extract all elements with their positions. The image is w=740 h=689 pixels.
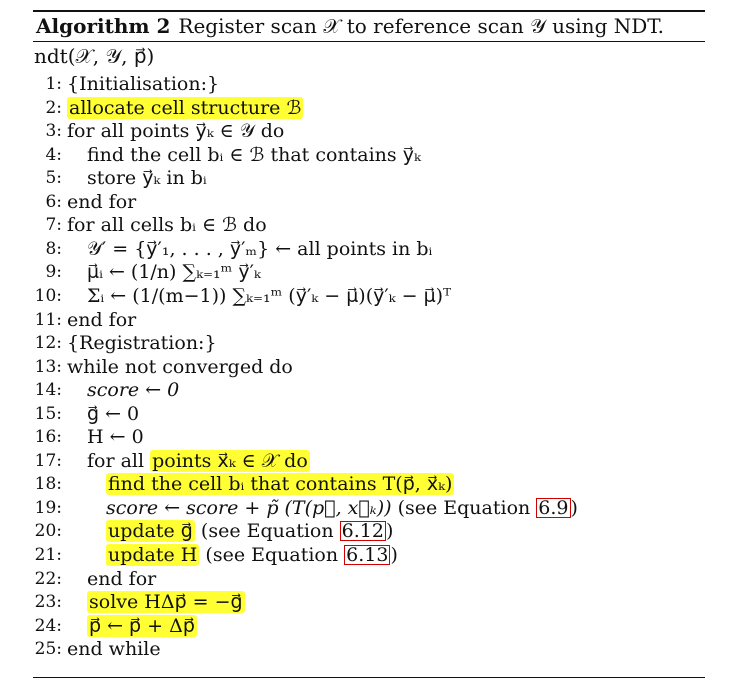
algorithm-line	[0, 426, 700, 449]
text-segment: g⃗ ← 0	[87, 402, 140, 425]
algorithm-line	[0, 544, 700, 567]
text-segment: end while	[67, 638, 161, 661]
algorithm-line	[0, 167, 700, 190]
algorithm-line	[0, 238, 700, 261]
algorithm-line	[0, 520, 700, 543]
text-segment: find the cell bᵢ ∈ ℬ that contains y⃗ₖ	[87, 143, 421, 166]
highlighted-text: update H	[108, 544, 198, 566]
algorithm-line	[0, 356, 700, 379]
line-text	[87, 568, 156, 591]
algorithm-line	[0, 638, 700, 661]
line-number: 6:	[45, 191, 62, 212]
line-number: 22:	[34, 568, 62, 589]
text-segment: {Initialisation:}	[67, 73, 220, 95]
line-number: 12:	[34, 333, 62, 354]
line-text	[67, 638, 161, 661]
text-segment: H ← 0	[87, 426, 144, 449]
algorithm-line	[0, 403, 700, 426]
line-number: 2:	[45, 97, 62, 118]
algorithm-line	[0, 309, 700, 332]
line-text	[67, 214, 267, 237]
algorithm-line	[0, 497, 700, 520]
top-rule	[33, 10, 705, 12]
algorithm-line	[0, 73, 700, 96]
line-text	[87, 379, 179, 402]
text-segment: )	[570, 496, 578, 519]
line-number: 9:	[45, 262, 62, 283]
algorithm-line	[0, 144, 700, 167]
equation-reference-link[interactable]: 6.13	[346, 544, 389, 566]
text-segment: Σᵢ ← (1/(m−1)) ∑ₖ₌₁ᵐ (y⃗′ₖ − μ⃗)(y⃗′ₖ − μ⃗)ᵀ	[87, 284, 452, 307]
line-text	[67, 356, 293, 379]
text-segment: for all points y⃗ₖ ∈ 𝒴 do	[67, 120, 285, 143]
line-text	[87, 450, 310, 473]
text-segment: end for	[67, 190, 137, 213]
caption-label: Algorithm 2	[36, 14, 171, 38]
text-segment: )	[385, 520, 394, 543]
caption-rule	[33, 41, 705, 42]
line-number: 13:	[34, 356, 62, 377]
algorithm-line	[0, 285, 700, 308]
highlighted-text: points x⃗ₖ ∈ 𝒳 do	[152, 449, 308, 472]
line-text	[67, 97, 303, 120]
line-number: 1:	[45, 74, 62, 94]
algorithm-line	[0, 97, 700, 120]
line-number: 23:	[34, 592, 62, 613]
line-text	[67, 120, 284, 143]
highlighted-text: p⃗ ← p⃗ + Δp⃗	[89, 614, 195, 637]
line-text	[67, 191, 136, 214]
text-segment: {Registration:}	[67, 332, 217, 355]
line-number: 15:	[34, 403, 62, 424]
line-number: 25:	[34, 639, 62, 660]
highlighted-text: solve HΔp⃗ = −g⃗	[89, 591, 243, 614]
line-text	[87, 591, 245, 614]
bottom-rule	[33, 677, 705, 678]
highlighted-text: allocate cell structure ℬ	[69, 96, 302, 119]
line-text	[106, 520, 393, 543]
line-text	[87, 261, 261, 284]
line-text	[87, 238, 432, 261]
line-text	[106, 497, 578, 520]
line-number: 4:	[45, 144, 62, 165]
line-text	[87, 144, 421, 167]
text-segment: )	[390, 544, 398, 566]
line-number: 17:	[34, 450, 62, 471]
line-number: 21:	[34, 545, 62, 565]
line-text	[87, 403, 139, 426]
algorithm-line	[0, 214, 700, 237]
text-segment: 𝒴′ = {y⃗′₁, . . . , y⃗′ₘ} ← all points in bᵢ	[87, 237, 433, 260]
line-number: 19:	[34, 497, 62, 518]
line-text	[67, 332, 217, 355]
equation-reference-link[interactable]: 6.12	[341, 520, 384, 543]
algorithm-line	[0, 591, 700, 614]
line-number: 5:	[45, 168, 62, 189]
line-text	[67, 73, 219, 96]
text-segment: end for	[67, 308, 137, 331]
text-segment: μ⃗ᵢ ← (1/n) ∑ₖ₌₁ᵐ y⃗′ₖ	[87, 261, 261, 284]
algorithm-line	[0, 568, 700, 591]
line-text	[106, 473, 454, 496]
function-signature: ndt(𝒳, 𝒴, p⃗)	[34, 44, 155, 68]
line-text	[106, 544, 398, 567]
line-number: 11:	[34, 309, 62, 330]
algorithm-line	[0, 473, 700, 496]
line-text	[87, 167, 207, 190]
algorithm-line	[0, 379, 700, 402]
text-segment: (see Equation	[194, 520, 340, 543]
text-segment: end for	[87, 567, 157, 590]
line-number: 7:	[45, 215, 62, 236]
line-text	[87, 285, 451, 308]
text-segment: (see Equation	[391, 496, 537, 519]
highlighted-text: update g⃗	[108, 520, 193, 543]
equation-reference-link[interactable]: 6.9	[538, 496, 569, 519]
line-text	[87, 426, 144, 449]
line-number: 24:	[34, 615, 62, 636]
algorithm-line	[0, 450, 700, 473]
algorithm-line	[0, 615, 700, 638]
text-segment: store y⃗ₖ in bᵢ	[87, 167, 207, 190]
text-segment: for all cells bᵢ ∈ ℬ do	[67, 214, 267, 237]
caption-text: Register scan 𝒳 to reference scan 𝒴 using NDT.	[178, 14, 665, 38]
line-text	[87, 615, 197, 638]
line-number: 16:	[34, 427, 62, 448]
algorithm-line	[0, 332, 700, 355]
text-segment: score ← score + p̃ (T(p⃗, x⃗ₖ))	[106, 496, 392, 519]
line-text	[67, 309, 136, 332]
text-segment: (see Equation	[199, 544, 345, 566]
highlighted-text: find the cell bᵢ that contains T(p⃗, x⃗ₖ)	[108, 473, 453, 496]
text-segment: while not converged do	[67, 355, 293, 378]
algorithm-line	[0, 120, 700, 143]
line-number: 3:	[45, 121, 62, 142]
algorithm-line	[0, 261, 700, 284]
line-number: 8:	[45, 238, 62, 259]
text-segment: for all	[87, 449, 151, 472]
line-number: 18:	[34, 474, 62, 495]
algorithm-caption	[36, 14, 664, 38]
algorithm-line	[0, 191, 700, 214]
line-number: 20:	[34, 521, 62, 542]
text-segment: score ← 0	[87, 379, 180, 402]
line-number: 14:	[34, 380, 62, 401]
line-number: 10:	[34, 285, 62, 306]
